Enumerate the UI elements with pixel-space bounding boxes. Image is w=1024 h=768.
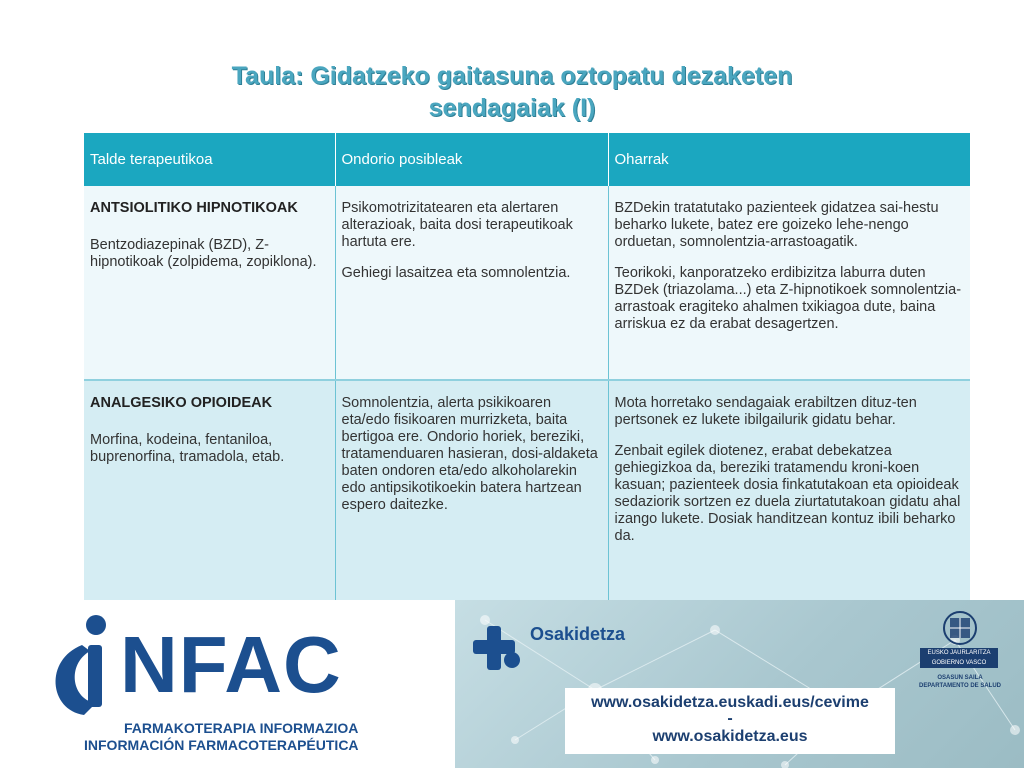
drug-list: Morfina, kodeina, fentaniloa, buprenorfina, tramadola, etab. — [90, 432, 285, 465]
infac-wordmark: NFAC — [120, 620, 342, 709]
notes-cell — [608, 186, 970, 380]
table-header-row — [84, 133, 970, 186]
gv-badge-line-1: EUSKO JAURLARITZA — [927, 650, 991, 656]
cevime-link[interactable]: www.osakidetza.euskadi.eus/cevime — [591, 694, 869, 711]
infac-logo — [44, 615, 404, 755]
infac-subtitle-es: INFORMACIÓN FARMACOTERAPÉUTICA — [84, 737, 359, 753]
url-separator: - — [727, 710, 733, 727]
category-label: ANALGESIKO OPIOIDEAK — [90, 395, 273, 411]
effect-paragraph: Somnolentzia, alerta psikikoaren eta/edo fisikoaren murrizketa, baita bertigoa ere. Ondorio horiek, bereziki, tratamenduaren hasieran, dosi-aldaketa baten ondoren eta/edo alkoholarekin edo antipsikotikoekin batera hartzean espero daitezke. — [341, 395, 598, 513]
group-cell — [84, 380, 335, 601]
note-paragraph: Mota horretako sendagaiak erabiltzen dituz-ten pertsonek ez lukete ibilgailurik gidatu behar. — [614, 395, 917, 428]
osakidetza-link[interactable]: www.osakidetza.eus — [652, 728, 808, 745]
effects-cell — [335, 186, 608, 380]
header-notes: Oharrak — [608, 133, 970, 186]
slide-title-line-1: Taula: Gidatzeko gaitasuna oztopatu dezaketen — [231, 62, 793, 90]
gv-badge — [920, 648, 998, 668]
infac-i-icon — [44, 615, 124, 715]
effect-paragraph: Gehiegi lasaitzea eta somnolentzia. — [341, 265, 571, 281]
url-box — [565, 688, 895, 754]
coat-of-arms-icon — [912, 610, 1008, 650]
effects-cell — [335, 380, 608, 601]
header-possible-effects: Ondorio posibleak — [335, 133, 608, 186]
slide-title — [0, 60, 1024, 124]
infac-subtitle-eu: FARMAKOTERAPIA INFORMAZIOA — [124, 720, 359, 736]
medication-table — [84, 133, 970, 601]
gv-badge-line-2: GOBIERNO VASCO — [931, 660, 987, 666]
header-therapeutic-group: Talde terapeutikoa — [84, 133, 335, 186]
effect-paragraph: Psikomotrizitatearen eta alertaren alterazioak, baita dosi terapeutikoak hartuta ere. — [341, 200, 573, 250]
note-paragraph: Teorikoki, kanporatzeko erdibizitza laburra duten BZDek (triazolama...) eta Z-hipnotikoek somnolentzia-arrastoak eragiteko ahalmen txikiagoa dute, baina arriskua ez da erabat desagertzen. — [614, 265, 962, 332]
table-row — [84, 186, 970, 380]
category-label: ANTSIOLITIKO HIPNOTIKOAK — [90, 200, 298, 216]
table-row — [84, 380, 970, 601]
slide-title-line-2: sendagaiak (I) — [428, 94, 596, 122]
gobierno-vasco-logo — [912, 610, 1012, 710]
group-cell — [84, 186, 335, 380]
note-paragraph: BZDekin tratatutako pazienteek gidatzea sai-hestu beharko lukete, batez ere goizeko lehe-nengo orduetan, somnolentzia-arrastoagatik. — [614, 200, 939, 250]
osakidetza-label: Osakidetza — [530, 624, 626, 644]
note-paragraph: Zenbait egilek diotenez, erabat debekatzea gehiegizkoa da, bereziki tratamendu kroni-koen kasuan; pazienteek dosia finkatutakoan eta opioideak sedaziorik sortzen ez duela ziurtatutakoan gidatu ahal izango lukete. Dosiak handitzean kontuz ibili beharko da. — [614, 443, 961, 544]
gv-department-line-2: DEPARTAMENTO DE SALUD — [918, 683, 1001, 689]
osakidetza-cross-icon — [470, 622, 524, 674]
drug-list: Bentzodiazepinak (BZD), Z-hipnotikoak (zolpidema, zopiklona). — [90, 237, 317, 270]
gv-department-line-1: OSASUN SAILA — [937, 675, 983, 681]
gv-department — [912, 674, 1008, 690]
footer-banner — [0, 600, 1024, 768]
notes-cell — [608, 380, 970, 601]
